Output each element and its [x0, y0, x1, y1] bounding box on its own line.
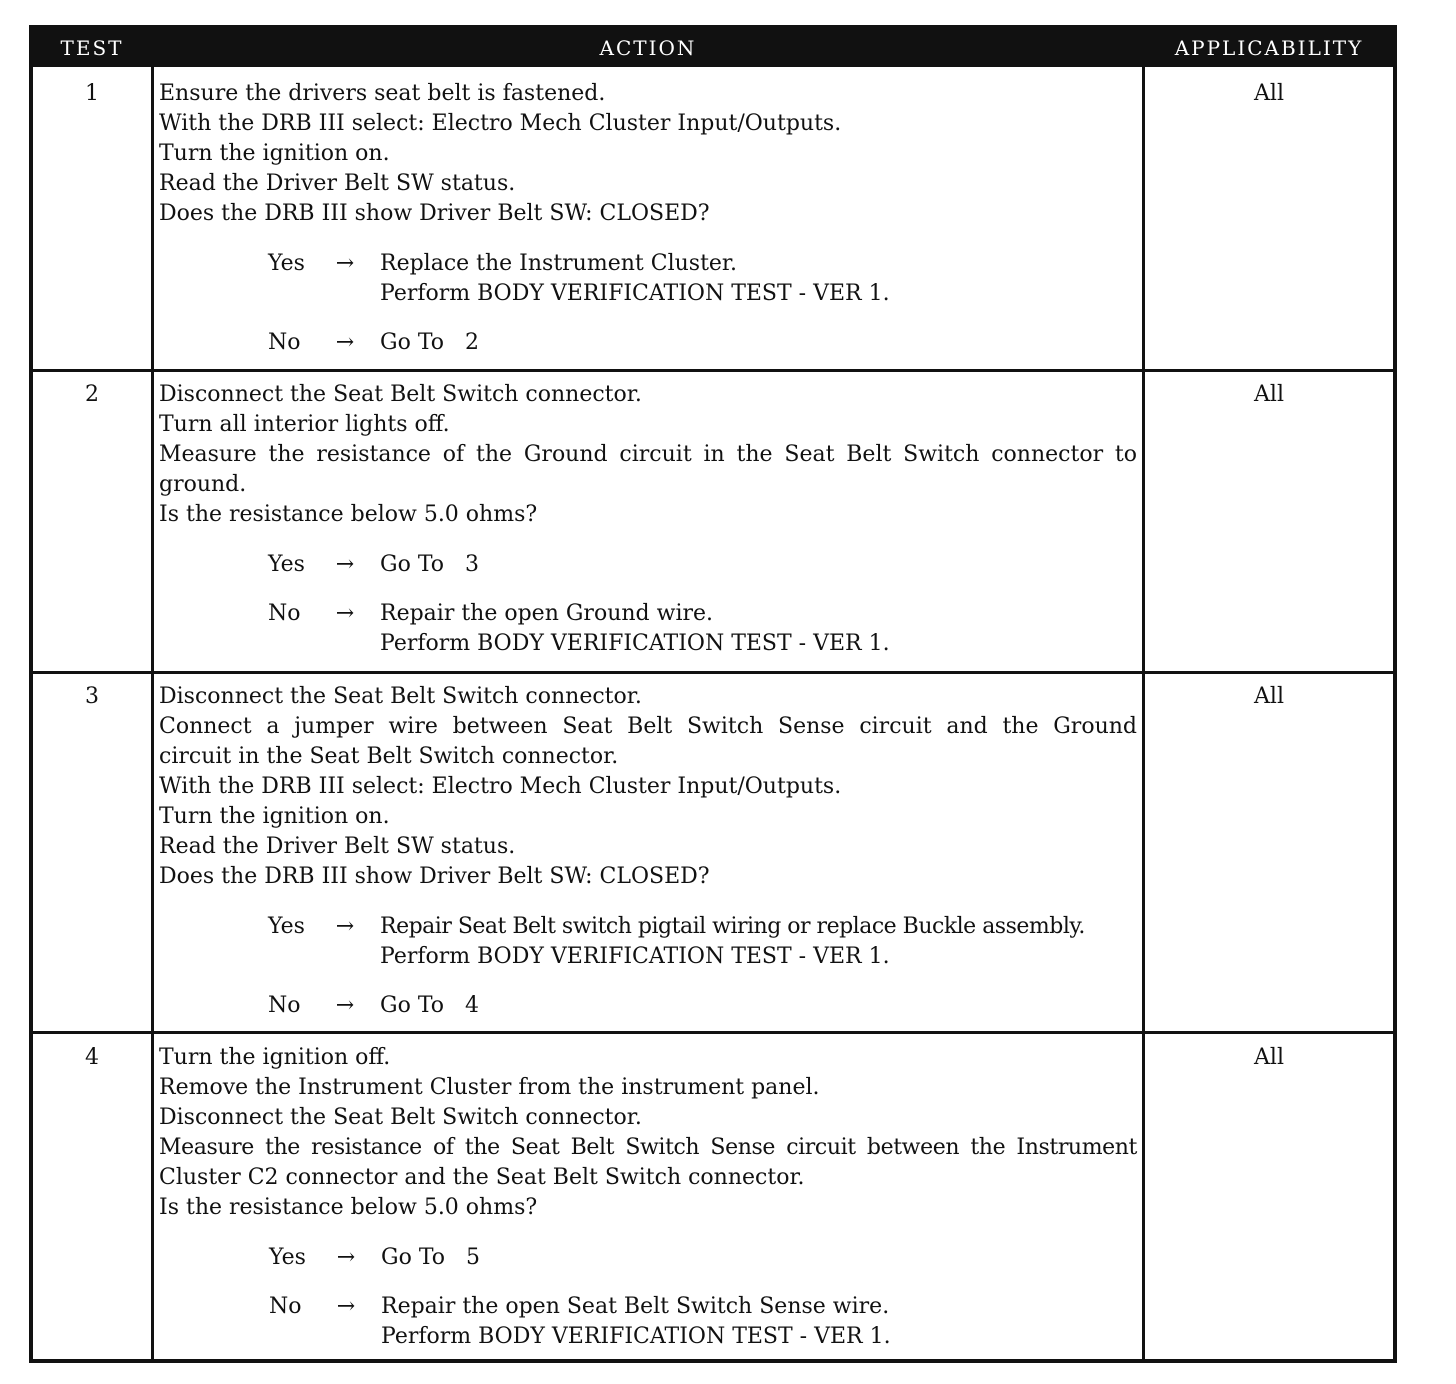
answer-result	[381, 1243, 1151, 1273]
action-line: circuit in the Seat Belt Switch connector.	[159, 744, 619, 769]
action-line: With the DRB III select: Electro Mech Cluster Input/Outputs.	[159, 774, 842, 799]
table-row	[33, 67, 1393, 369]
applicability-value: All	[1254, 382, 1284, 407]
answer-label: No	[268, 601, 301, 626]
answer-result	[380, 328, 1150, 358]
action-steps	[159, 1043, 1137, 1223]
action-line: Does the DRB III show Driver Belt SW: CLOSED?	[159, 864, 710, 889]
test-number: 4	[85, 1045, 99, 1070]
table-row	[33, 369, 1393, 671]
header-test: TEST	[60, 36, 124, 60]
answer-result	[380, 991, 1150, 1021]
arrow-icon: →	[336, 1245, 356, 1270]
test-number: 1	[85, 81, 99, 106]
arrow-icon: →	[335, 552, 355, 577]
action-line: Turn all interior lights off.	[159, 412, 450, 437]
result-line: Repair Seat Belt switch pigtail wiring or replace Buckle assembly.	[380, 914, 1085, 939]
row-divider	[33, 671, 1393, 674]
applicability-value: All	[1254, 81, 1284, 106]
applicability-value: All	[1254, 1045, 1284, 1070]
answer-result	[380, 249, 1150, 309]
result-line: Go To 2	[380, 330, 479, 355]
action-line: Cluster C2 connector and the Seat Belt Switch connector.	[159, 1165, 805, 1190]
result-line: Perform BODY VERIFICATION TEST - VER 1.	[380, 281, 890, 306]
answer-result	[380, 912, 1170, 972]
header-applicability: APPLICABILITY	[1174, 36, 1364, 60]
arrow-icon: →	[335, 330, 355, 355]
arrow-icon: →	[335, 251, 355, 276]
action-line: Disconnect the Seat Belt Switch connector.	[159, 1105, 642, 1130]
row-divider	[33, 369, 1393, 372]
action-steps	[159, 682, 1137, 892]
answer-label: No	[268, 330, 301, 355]
result-line: Perform BODY VERIFICATION TEST - VER 1.	[380, 631, 890, 656]
answer-label: Yes	[269, 1245, 306, 1270]
answer-result	[380, 550, 1150, 580]
action-line: Disconnect the Seat Belt Switch connector.	[159, 684, 642, 709]
action-steps	[159, 380, 1137, 530]
action-line: With the DRB III select: Electro Mech Cluster Input/Outputs.	[159, 111, 842, 136]
answer-label: No	[268, 993, 301, 1018]
result-line: Go To 4	[380, 993, 479, 1018]
action-line: Is the resistance below 5.0 ohms?	[159, 1195, 538, 1220]
result-line: Repair the open Seat Belt Switch Sense wire.	[381, 1294, 890, 1319]
answer-label: Yes	[268, 914, 305, 939]
table-header	[33, 29, 1393, 67]
action-line: Turn the ignition off.	[159, 1045, 391, 1070]
result-line: Go To 5	[381, 1245, 480, 1270]
arrow-icon: →	[335, 993, 355, 1018]
answer-label: Yes	[268, 251, 305, 276]
test-number: 3	[85, 684, 99, 709]
table-row	[33, 671, 1393, 1031]
action-line: Turn the ignition on.	[159, 141, 390, 166]
answer-label: No	[269, 1294, 302, 1319]
result-line: Repair the open Ground wire.	[380, 601, 714, 626]
answer-result	[380, 599, 1150, 659]
result-line: Perform BODY VERIFICATION TEST - VER 1.	[381, 1324, 891, 1349]
arrow-icon: →	[335, 914, 355, 939]
arrow-icon: →	[335, 601, 355, 626]
diagnostic-table	[29, 25, 1397, 1363]
action-line: Remove the Instrument Cluster from the instrument panel.	[159, 1075, 820, 1100]
action-line: Disconnect the Seat Belt Switch connector.	[159, 382, 642, 407]
header-action: ACTION	[599, 36, 697, 60]
answer-result	[381, 1292, 1151, 1352]
applicability-value: All	[1254, 684, 1284, 709]
action-line: Read the Driver Belt SW status.	[159, 171, 516, 196]
action-line: Ensure the drivers seat belt is fastened.	[159, 81, 606, 106]
table-row	[33, 1031, 1393, 1359]
result-line: Go To 3	[380, 552, 479, 577]
arrow-icon: →	[336, 1294, 356, 1319]
action-line: Connect a jumper wire between Seat Belt Switch Sense circuit and the Ground	[159, 714, 1137, 739]
test-number: 2	[85, 382, 99, 407]
action-steps	[159, 79, 1137, 229]
result-line: Perform BODY VERIFICATION TEST - VER 1.	[380, 944, 890, 969]
action-line: Measure the resistance of the Ground circuit in the Seat Belt Switch connector to	[159, 442, 1137, 467]
answer-label: Yes	[268, 552, 305, 577]
action-line: ground.	[159, 472, 247, 497]
result-line: Replace the Instrument Cluster.	[380, 251, 738, 276]
row-divider	[33, 1031, 1393, 1034]
action-line: Read the Driver Belt SW status.	[159, 834, 516, 859]
action-line: Turn the ignition on.	[159, 804, 390, 829]
action-line: Measure the resistance of the Seat Belt Switch Sense circuit between the Instrument	[159, 1135, 1137, 1160]
action-line: Is the resistance below 5.0 ohms?	[159, 502, 538, 527]
action-line: Does the DRB III show Driver Belt SW: CLOSED?	[159, 201, 710, 226]
